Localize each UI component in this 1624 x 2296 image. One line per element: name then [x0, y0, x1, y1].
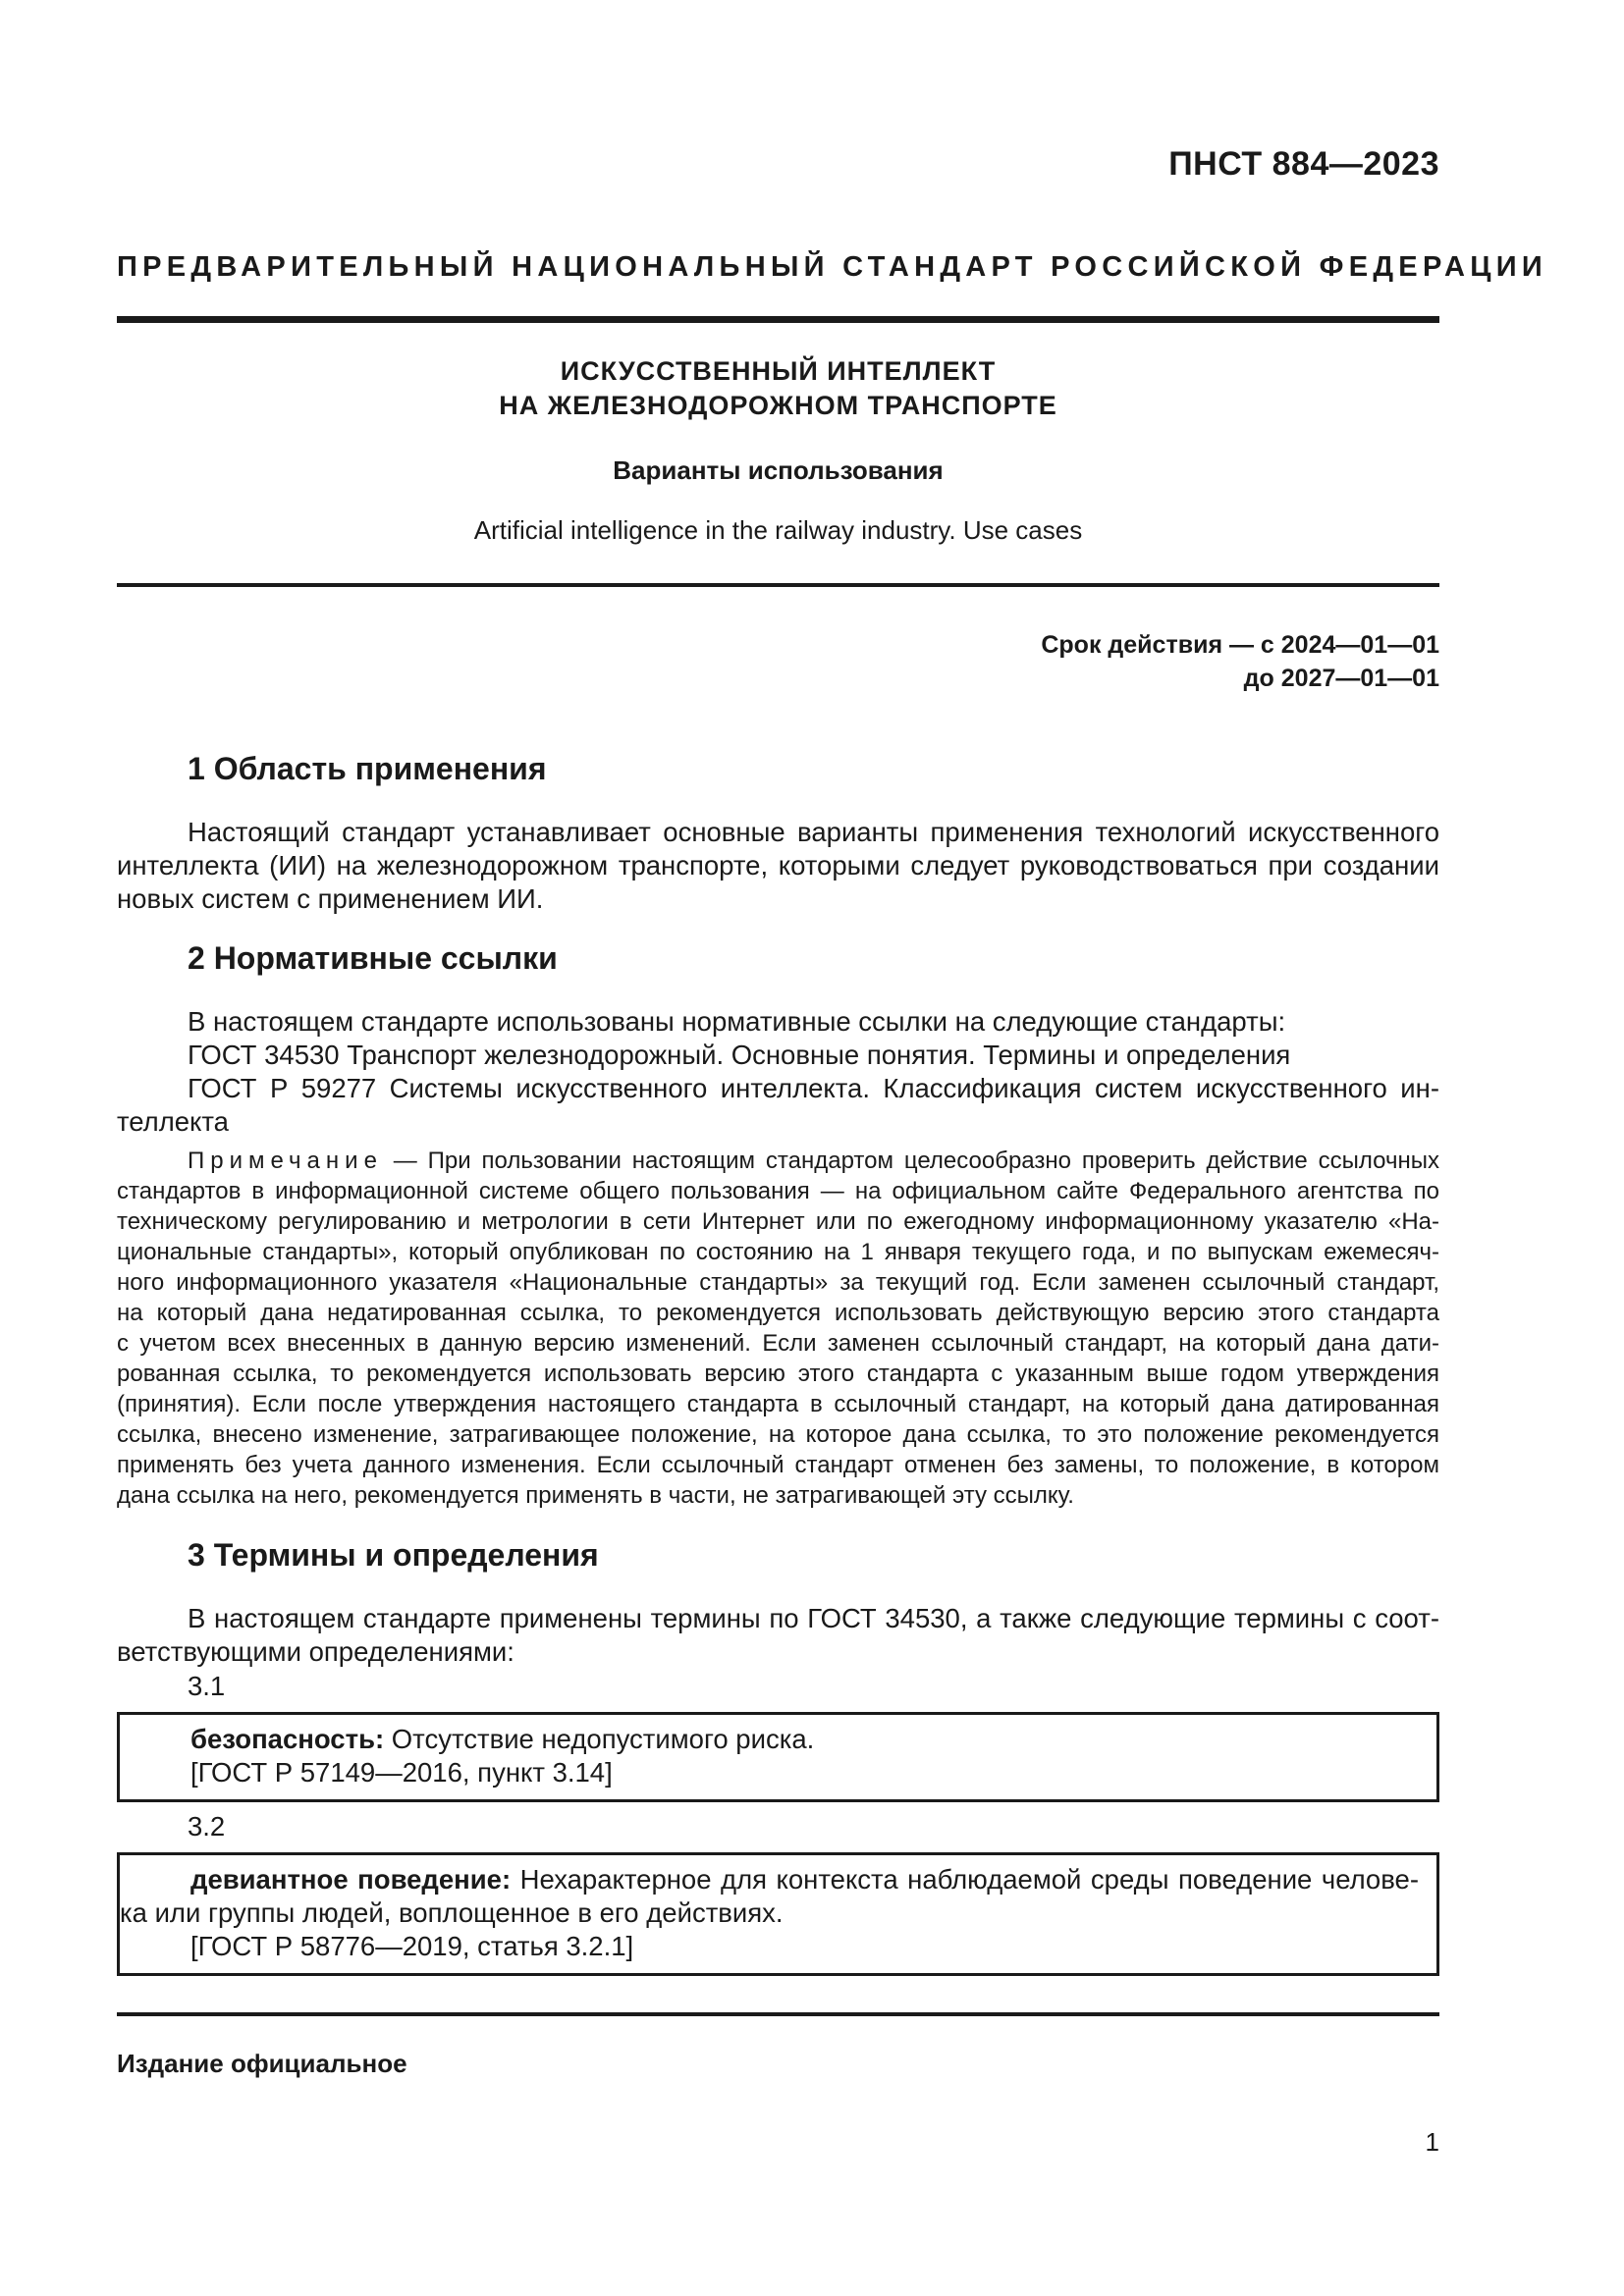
note-text: — При пользовании настоящим стандартом целесообразно проверить действие ссылочных: [382, 1148, 1439, 1174]
section-1-line: новых систем с применением ИИ.: [117, 883, 544, 914]
section-1-body: [117, 816, 1439, 916]
footer-rule: [117, 2012, 1439, 2016]
normative-reference-cont: теллекта: [117, 1106, 229, 1137]
note-line: с учетом всех внесенных в данную версию изменений. Если заменен ссылочный стандарт, на который дана дати-: [117, 1330, 1439, 1357]
term-box: [117, 1712, 1439, 1802]
note-line: дана ссылка на него, рекомендуется применять в части, не затрагивающей эту ссылку.: [117, 1482, 1074, 1509]
term-source: [ГОСТ Р 58776—2019, статья 3.2.1]: [190, 1931, 634, 1961]
term-box: [117, 1852, 1439, 1976]
note-line: циональные стандарты», который опубликован по состоянию на 1 января текущего года, и по выпускам ежемесяч-: [117, 1239, 1439, 1265]
section-2-body: [117, 1005, 1439, 1139]
section-1-line: Настоящий стандарт устанавливает основные варианты применения технологий искусственного: [188, 817, 1439, 847]
section-2-heading: 2 Нормативные ссылки: [188, 940, 558, 976]
section-3-intro-line: В настоящем стандарте применены термины по ГОСТ 34530, а также следующие термины с соот-: [188, 1603, 1439, 1633]
standard-type: ПРЕДВАРИТЕЛЬНЫЙ НАЦИОНАЛЬНЫЙ СТАНДАРТ РОССИЙСКОЙ ФЕДЕРАЦИИ: [117, 251, 1548, 283]
term-definition-cont: ка или группы людей, воплощенное в его действиях.: [120, 1897, 784, 1928]
section-1-line: интеллекта (ИИ) на железнодорожном транспорте, которыми следует руководствоваться при создании: [117, 850, 1439, 881]
note-label: Примечание: [188, 1148, 383, 1174]
term-name: девиантное поведение:: [190, 1864, 512, 1895]
section-1-heading: 1 Область применения: [188, 751, 547, 786]
note-line: техническому регулированию и метрологии в сети Интернет или по ежегодному информационному указателю «На-: [117, 1208, 1439, 1235]
term-definition: Отсутствие недопустимого риска.: [384, 1724, 815, 1754]
title-line-2: НА ЖЕЛЕЗНОДОРОЖНОМ ТРАНСПОРТЕ: [499, 391, 1057, 420]
document-title: [117, 354, 1439, 423]
title-line-1: ИСКУССТВЕННЫЙ ИНТЕЛЛЕКТ: [560, 356, 997, 386]
term-number: 3.2: [188, 1811, 226, 1842]
section-2-intro: В настоящем стандарте использованы нормативные ссылки на следующие стандарты:: [188, 1006, 1286, 1037]
note-line: применять без учета данного изменения. Если ссылочный стандарт отменен без замены, то положение, в котором: [117, 1452, 1439, 1478]
term-number: 3.1: [188, 1671, 226, 1701]
normative-reference: ГОСТ Р 59277 Системы искусственного интеллекта. Классификация систем искусственного ин-: [188, 1073, 1439, 1103]
term-definition-line: [120, 1723, 1436, 1756]
header-rule: [117, 316, 1439, 323]
page-number: 1: [1425, 2127, 1439, 2157]
validity-start: Срок действия — с 2024—01—01: [1041, 631, 1439, 659]
title-rule: [117, 583, 1439, 587]
standard-designation: ПНСТ 884—2023: [1168, 145, 1439, 183]
normative-reference: ГОСТ 34530 Транспорт железнодорожный. Основные понятия. Термины и определения: [188, 1040, 1291, 1070]
term-source: [ГОСТ Р 57149—2016, пункт 3.14]: [190, 1757, 613, 1788]
edition-label: Издание официальное: [117, 2049, 407, 2078]
term-name: безопасность:: [190, 1724, 385, 1754]
english-title: Artificial intelligence in the railway industry. Use cases: [473, 515, 1083, 545]
note-line: рованная ссылка, то рекомендуется использовать версию этого стандарта с указанным выше годом утверждения: [117, 1361, 1439, 1387]
term-definition-line: [120, 1863, 1436, 1896]
note-line: стандартов в информационной системе общего пользования — на официальном сайте Федерального агентства по: [117, 1178, 1439, 1204]
note-first-line: [117, 1146, 1439, 1176]
section-3-heading: 3 Термины и определения: [188, 1537, 599, 1573]
section-3-intro-line: ветствующими определениями:: [117, 1636, 514, 1667]
note-line: ссылка, внесено изменение, затрагивающее положение, на которое дана ссылка, то это положение рекомендуется: [117, 1421, 1439, 1448]
document-subtitle: Варианты использования: [613, 455, 944, 485]
section-3-intro: [117, 1602, 1439, 1669]
note-line: ного информационного указателя «Национальные стандарты» за текущий год. Если заменен ссылочный стандарт,: [117, 1269, 1439, 1296]
validity-end: до 2027—01—01: [1243, 665, 1439, 692]
term-definition: Нехарактерное для контекста наблюдаемой среды поведение челове-: [511, 1864, 1419, 1895]
note-line: (принятия). Если после утверждения настоящего стандарта в ссылочный стандарт, на который дана датированная: [117, 1391, 1439, 1417]
validity-period: [1041, 628, 1439, 695]
section-2-note: [117, 1146, 1439, 1511]
note-line: на который дана недатированная ссылка, то рекомендуется использовать действующую версию этого стандарта: [117, 1300, 1439, 1326]
